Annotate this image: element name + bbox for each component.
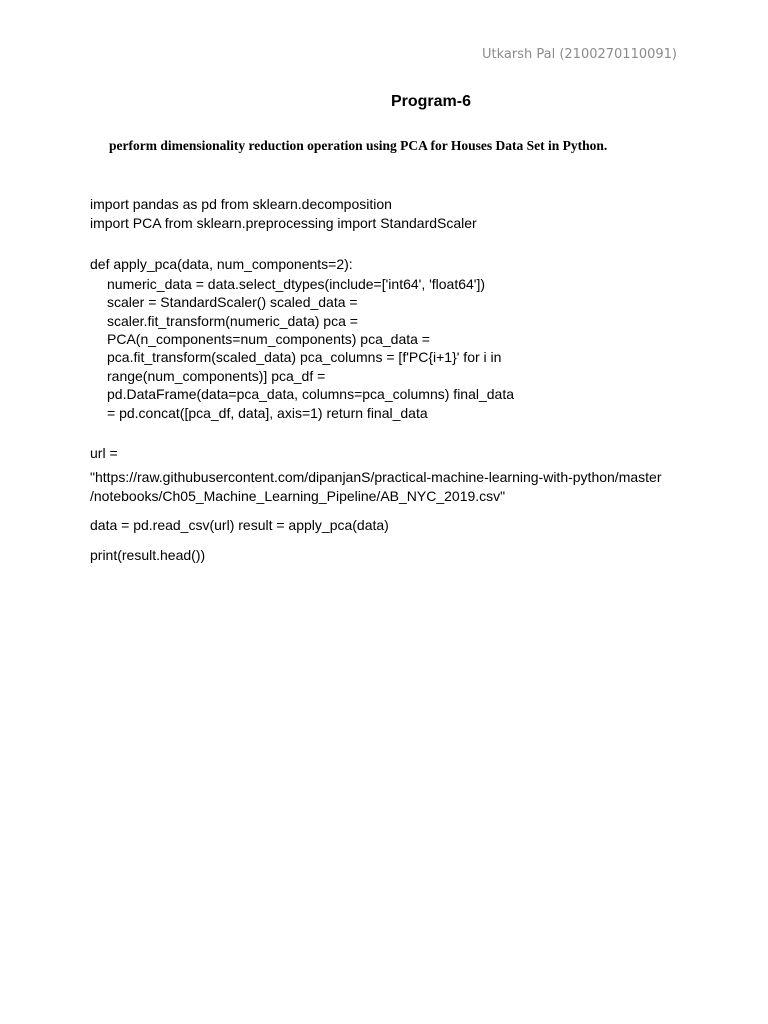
program-description: perform dimensionality reduction operation using PCA for Houses Data Set in Python. [109, 138, 608, 153]
code-line: pd.DataFrame(data=pca_data, columns=pca_columns) final_data [107, 386, 515, 402]
url-string-continued: /notebooks/Ch05_Machine_Learning_Pipeline/AB_NYC_2019.csv" [90, 488, 506, 504]
code-line: data = pd.read_csv(url) result = apply_pca(data) [90, 517, 389, 533]
code-line: numeric_data = data.select_dtypes(include=['int64', 'float64']) [107, 276, 486, 292]
code-line: print(result.head()) [90, 547, 206, 563]
code-line: PCA(n_components=num_components) pca_data = [107, 331, 430, 347]
code-line: range(num_components)] pca_df = [107, 368, 326, 384]
page-title: Program-6 [390, 93, 472, 110]
url-string: "https://raw.githubusercontent.com/dipanjanS/practical-machine-learning-with-python/master [90, 469, 662, 485]
code-line: scaler.fit_transform(numeric_data) pca = [107, 313, 358, 329]
code-line: import PCA from sklearn.preprocessing import StandardScaler [90, 215, 477, 231]
code-line: scaler = StandardScaler() scaled_data = [107, 294, 358, 310]
code-line: = pd.concat([pca_df, data], axis=1) return final_data [107, 405, 428, 421]
code-line: import pandas as pd from sklearn.decomposition [90, 196, 392, 212]
author-header: Utkarsh Pal (2100270110091) [482, 47, 677, 62]
code-line: pca.fit_transform(scaled_data) pca_columns = [f'PC{i+1}' for i in [107, 349, 502, 365]
url-assignment: url = [90, 445, 118, 461]
function-signature: def apply_pca(data, num_components=2): [90, 256, 353, 272]
